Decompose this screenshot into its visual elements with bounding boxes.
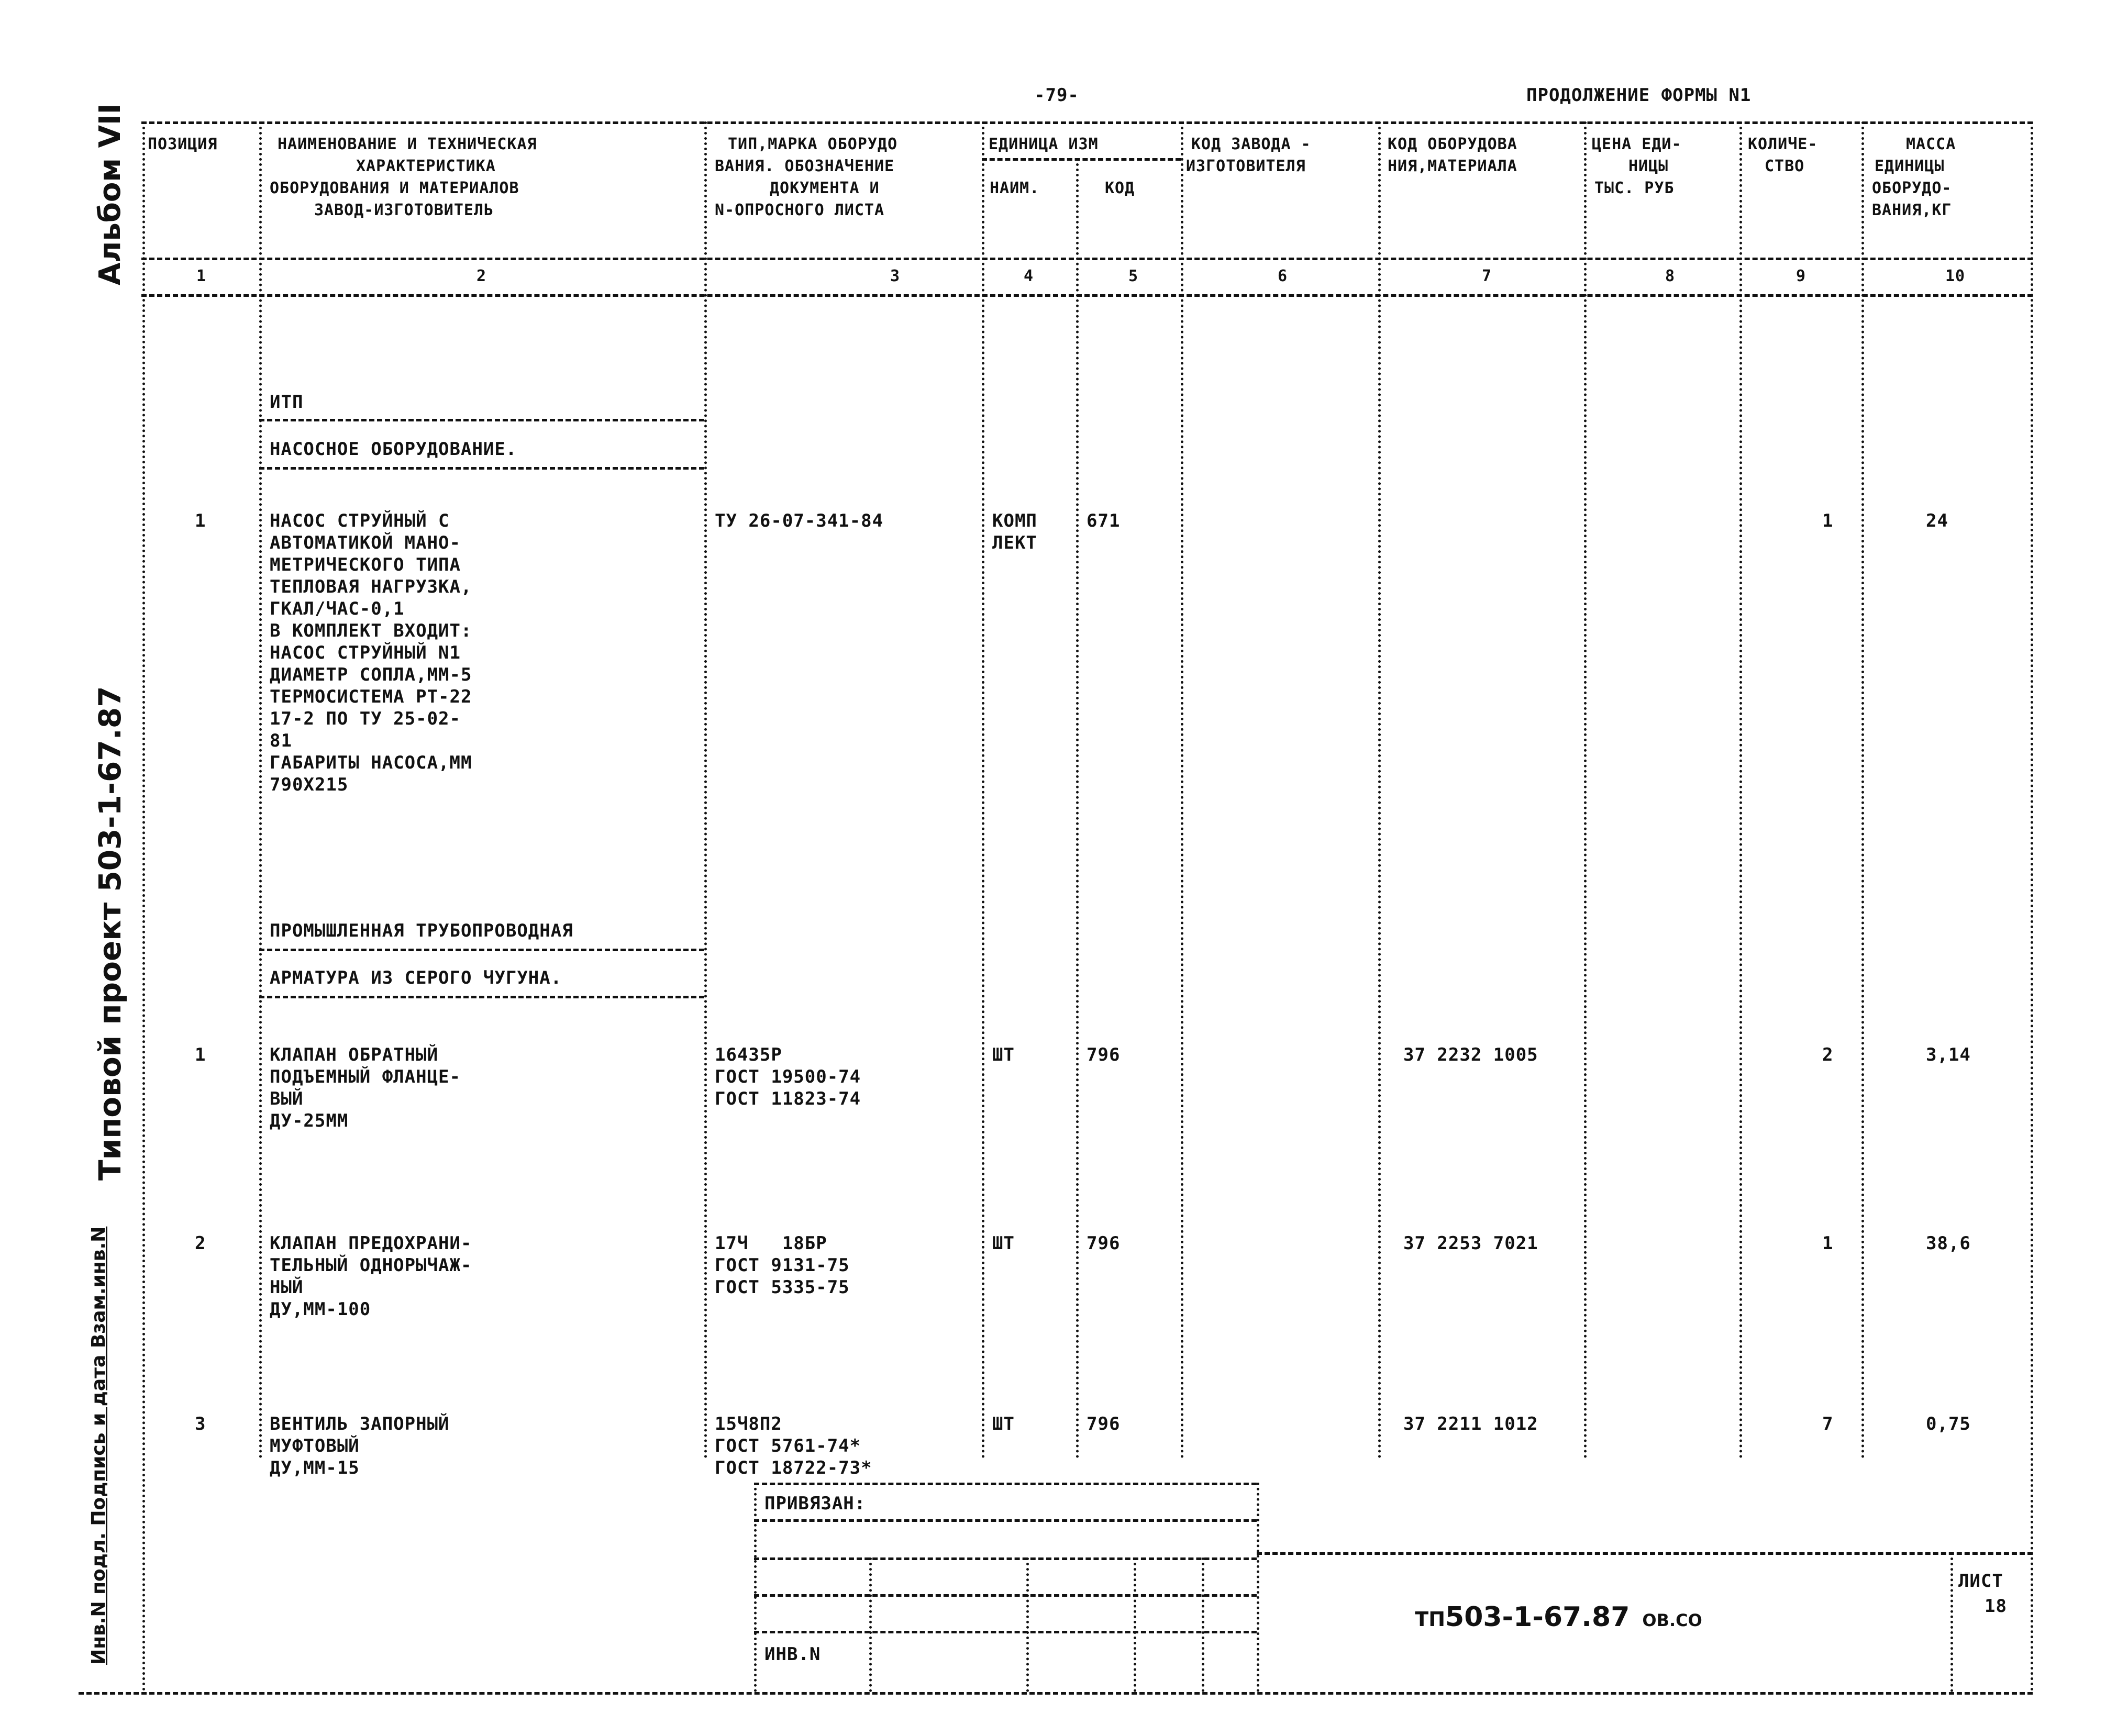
row-mass: 0,75 bbox=[1926, 1414, 1971, 1434]
sheet-number: 18 bbox=[1985, 1596, 2007, 1617]
sheet-label: ЛИСТ bbox=[1958, 1571, 2003, 1592]
row-type-line: ГОСТ 19500-74 bbox=[715, 1066, 861, 1087]
row-type-line: ГОСТ 9131-75 bbox=[715, 1255, 850, 1276]
header-equipment-code-line: КОД ОБОРУДОВА bbox=[1388, 135, 1517, 153]
row-unit-code: 796 bbox=[1087, 1414, 1121, 1434]
row-name-line: ГАБАРИТЫ НАСОСА,ММ bbox=[270, 752, 472, 773]
header-position: ПОЗИЦИЯ bbox=[148, 135, 218, 153]
section-rule bbox=[259, 419, 704, 421]
row-position: 3 bbox=[195, 1414, 206, 1434]
album-label: Альбом VII bbox=[93, 103, 127, 285]
row-type-line: ГОСТ 5761-74* bbox=[715, 1435, 861, 1456]
row-name-line: МЕТРИЧЕСКОГО ТИПА bbox=[270, 554, 461, 575]
header-mass-line: МАССА bbox=[1906, 135, 1956, 153]
stamp-rule bbox=[754, 1594, 1257, 1597]
row-equipment-code: 37 2253 7021 bbox=[1403, 1233, 1538, 1254]
table-top-rule bbox=[141, 121, 2033, 124]
row-name-line: 81 bbox=[270, 730, 292, 751]
column-number: 6 bbox=[1278, 267, 1288, 285]
column-border bbox=[982, 121, 984, 1459]
column-number: 4 bbox=[1024, 267, 1034, 285]
column-border bbox=[1181, 121, 1183, 1459]
row-type-line: 16435Р bbox=[715, 1044, 782, 1065]
stamp-border bbox=[1026, 1557, 1029, 1692]
stamp-border bbox=[869, 1557, 872, 1692]
stamp-rule bbox=[754, 1631, 1257, 1633]
header-equipment-code-line: НИЯ,МАТЕРИАЛА bbox=[1388, 157, 1517, 175]
row-name-line: АВТОМАТИКОЙ МАНО- bbox=[270, 532, 461, 553]
row-name-line: НЫЙ bbox=[270, 1277, 304, 1298]
page-number: -79- bbox=[1034, 85, 1079, 106]
section-rule bbox=[259, 996, 704, 998]
header-name-line: ЗАВОД-ИЗГОТОВИТЕЛЬ bbox=[314, 201, 494, 219]
number-row-rule bbox=[141, 294, 2033, 297]
document-code-suffix: ОВ.СО bbox=[1642, 1610, 1702, 1630]
section-rule bbox=[259, 467, 704, 470]
header-name-line: НАИМЕНОВАНИЕ И ТЕХНИЧЕСКАЯ bbox=[278, 135, 537, 153]
stamp-rule bbox=[754, 1557, 1257, 1560]
continuation-title: ПРОДОЛЖЕНИЕ ФОРМЫ N1 bbox=[1526, 85, 1752, 106]
row-unit-code: 796 bbox=[1087, 1233, 1121, 1254]
column-number: 8 bbox=[1665, 267, 1676, 285]
column-number: 5 bbox=[1128, 267, 1139, 285]
row-name-line: ТЕЛЬНЫЙ ОДНОРЫЧАЖ- bbox=[270, 1255, 472, 1276]
row-type-line: ТУ 26-07-341-84 bbox=[715, 510, 884, 531]
header-plant-code-line: КОД ЗАВОДА - bbox=[1191, 135, 1311, 153]
row-position: 1 bbox=[195, 1044, 206, 1065]
row-name-line: КЛАПАН ОБРАТНЫЙ bbox=[270, 1044, 439, 1065]
header-name-line: ХАРАКТЕРИСТИКА bbox=[356, 157, 496, 175]
column-number: 3 bbox=[890, 267, 901, 285]
section-itp: ИТП bbox=[270, 392, 304, 413]
row-unit-line: ШТ bbox=[992, 1044, 1015, 1065]
header-type-line: ВАНИЯ. ОБОЗНАЧЕНИЕ bbox=[715, 157, 895, 175]
column-number: 7 bbox=[1482, 267, 1492, 285]
row-name-line: ВЕНТИЛЬ ЗАПОРНЫЙ bbox=[270, 1414, 450, 1434]
header-name-line: ОБОРУДОВАНИЯ И МАТЕРИАЛОВ bbox=[270, 179, 519, 197]
header-quantity-line: СТВО bbox=[1765, 157, 1805, 175]
header-unit: ЕДИНИЦА ИЗМ bbox=[989, 135, 1099, 153]
header-unit-name: НАИМ. bbox=[990, 179, 1040, 197]
document-code-prefix: ТП bbox=[1415, 1608, 1446, 1631]
section-pumps: НАСОСНОЕ ОБОРУДОВАНИЕ. bbox=[270, 439, 517, 460]
stamp-border bbox=[1134, 1557, 1136, 1692]
stamp-inv-label: ИНВ.N bbox=[764, 1644, 821, 1665]
row-unit-code: 796 bbox=[1087, 1044, 1121, 1065]
row-name-line: ТЕРМОСИСТЕМА РТ-22 bbox=[270, 686, 472, 707]
column-number: 2 bbox=[476, 267, 487, 285]
row-quantity: 7 bbox=[1822, 1414, 1834, 1434]
row-equipment-code: 37 2211 1012 bbox=[1403, 1414, 1538, 1434]
column-number: 9 bbox=[1796, 267, 1806, 285]
row-position: 2 bbox=[195, 1233, 206, 1254]
column-number: 10 bbox=[1945, 267, 1966, 285]
column-number: 1 bbox=[196, 267, 207, 285]
row-type-line: 15Ч8П2 bbox=[715, 1414, 782, 1434]
stamp-border bbox=[754, 1483, 757, 1692]
approval-stamp-labels: Инв.N подл. Подпись и дата Взам.инв.N bbox=[88, 1226, 109, 1665]
row-type-line: ГОСТ 18722-73* bbox=[715, 1457, 872, 1478]
section-valves-line1: ПРОМЫШЛЕННАЯ ТРУБОПРОВОДНАЯ bbox=[270, 920, 573, 941]
stamp-rule bbox=[754, 1483, 1257, 1485]
header-price-line: НИЦЫ bbox=[1628, 157, 1669, 175]
row-name-line: ДУ,ММ-100 bbox=[270, 1299, 371, 1320]
row-name-line: ДИАМЕТР СОПЛА,ММ-5 bbox=[270, 664, 472, 685]
header-mass-line: ЕДИНИЦЫ bbox=[1875, 157, 1945, 175]
column-border bbox=[259, 121, 262, 1459]
column-border bbox=[704, 121, 707, 1459]
column-border bbox=[1739, 121, 1742, 1459]
stamp-border bbox=[1950, 1552, 1953, 1692]
section-rule bbox=[259, 949, 704, 951]
row-name-line: В КОМПЛЕКТ ВХОДИТ: bbox=[270, 620, 472, 641]
stamp-rule bbox=[754, 1519, 1257, 1522]
section-valves-line2: АРМАТУРА ИЗ СЕРОГО ЧУГУНА. bbox=[270, 967, 562, 988]
row-name-line: ТЕПЛОВАЯ НАГРУЗКА, bbox=[270, 576, 472, 597]
header-type-line: ДОКУМЕНТА И bbox=[770, 179, 880, 197]
header-unit-code: КОД bbox=[1105, 179, 1135, 197]
header-quantity-line: КОЛИЧЕ- bbox=[1748, 135, 1818, 153]
stamp-border bbox=[1202, 1557, 1204, 1692]
header-plant-code-line: ИЗГОТОВИТЕЛЯ bbox=[1186, 157, 1306, 175]
row-mass: 38,6 bbox=[1926, 1233, 1971, 1254]
row-name-line: НАСОС СТРУЙНЫЙ С bbox=[270, 510, 450, 531]
project-label: Типовой проект 503-1-67.87 bbox=[92, 686, 128, 1181]
row-name-line: НАСОС СТРУЙНЫЙ N1 bbox=[270, 642, 461, 663]
header-type-line: ТИП,МАРКА ОБОРУДО bbox=[728, 135, 898, 153]
row-type-line: ГОСТ 5335-75 bbox=[715, 1277, 850, 1298]
row-quantity: 2 bbox=[1822, 1044, 1834, 1065]
row-equipment-code: 37 2232 1005 bbox=[1403, 1044, 1538, 1065]
header-bottom-rule bbox=[141, 258, 2033, 260]
row-mass: 24 bbox=[1926, 510, 1948, 531]
row-quantity: 1 bbox=[1822, 1233, 1834, 1254]
row-name-line: 17-2 ПО ТУ 25-02- bbox=[270, 708, 461, 729]
column-border bbox=[1584, 121, 1587, 1459]
row-name-line: КЛАПАН ПРЕДОХРАНИ- bbox=[270, 1233, 472, 1254]
row-name-line: ДУ,ММ-15 bbox=[270, 1457, 360, 1478]
column-border bbox=[1076, 158, 1079, 1459]
row-name-line: ВЫЙ bbox=[270, 1088, 304, 1109]
row-unit-code: 671 bbox=[1087, 510, 1121, 531]
unit-subheader-rule bbox=[982, 158, 1181, 161]
row-name-line: ГКАЛ/ЧАС-0,1 bbox=[270, 598, 405, 619]
document-code-number: 503-1-67.87 bbox=[1445, 1601, 1630, 1633]
row-unit-line: ЛЕКТ bbox=[992, 532, 1037, 553]
row-mass: 3,14 bbox=[1926, 1044, 1971, 1065]
row-type-line: ГОСТ 11823-74 bbox=[715, 1088, 861, 1109]
column-border bbox=[2031, 121, 2033, 1692]
column-border bbox=[1861, 121, 1864, 1459]
row-unit-line: КОМП bbox=[992, 510, 1037, 531]
row-unit-line: ШТ bbox=[992, 1233, 1015, 1254]
stamp-rule bbox=[1257, 1552, 2033, 1555]
stamp-bound-label: ПРИВЯЗАН: bbox=[764, 1493, 866, 1514]
column-border bbox=[1378, 121, 1381, 1459]
header-type-line: N-ОПРОСНОГО ЛИСТА bbox=[715, 201, 885, 219]
row-position: 1 bbox=[195, 510, 206, 531]
row-name-line: ПОДЪЕМНЫЙ ФЛАНЦЕ- bbox=[270, 1066, 461, 1087]
row-name-line: МУФТОВЫЙ bbox=[270, 1435, 360, 1456]
header-price-line: ЦЕНА ЕДИ- bbox=[1592, 135, 1682, 153]
column-border bbox=[142, 121, 145, 1692]
header-price-line: ТЫС. РУБ bbox=[1594, 179, 1675, 197]
document-code bbox=[1403, 1592, 1702, 1643]
header-mass-line: ОБОРУДО- bbox=[1872, 179, 1952, 197]
stamp-border bbox=[1257, 1483, 1259, 1692]
row-unit-line: ШТ bbox=[992, 1414, 1015, 1434]
row-name-line: 790Х215 bbox=[270, 774, 349, 795]
header-mass-line: ВАНИЯ,КГ bbox=[1872, 201, 1952, 219]
bottom-rule bbox=[79, 1692, 2033, 1695]
row-type-line: 17Ч 18БР bbox=[715, 1233, 827, 1254]
row-name-line: ДУ-25ММ bbox=[270, 1110, 349, 1131]
row-quantity: 1 bbox=[1822, 510, 1834, 531]
